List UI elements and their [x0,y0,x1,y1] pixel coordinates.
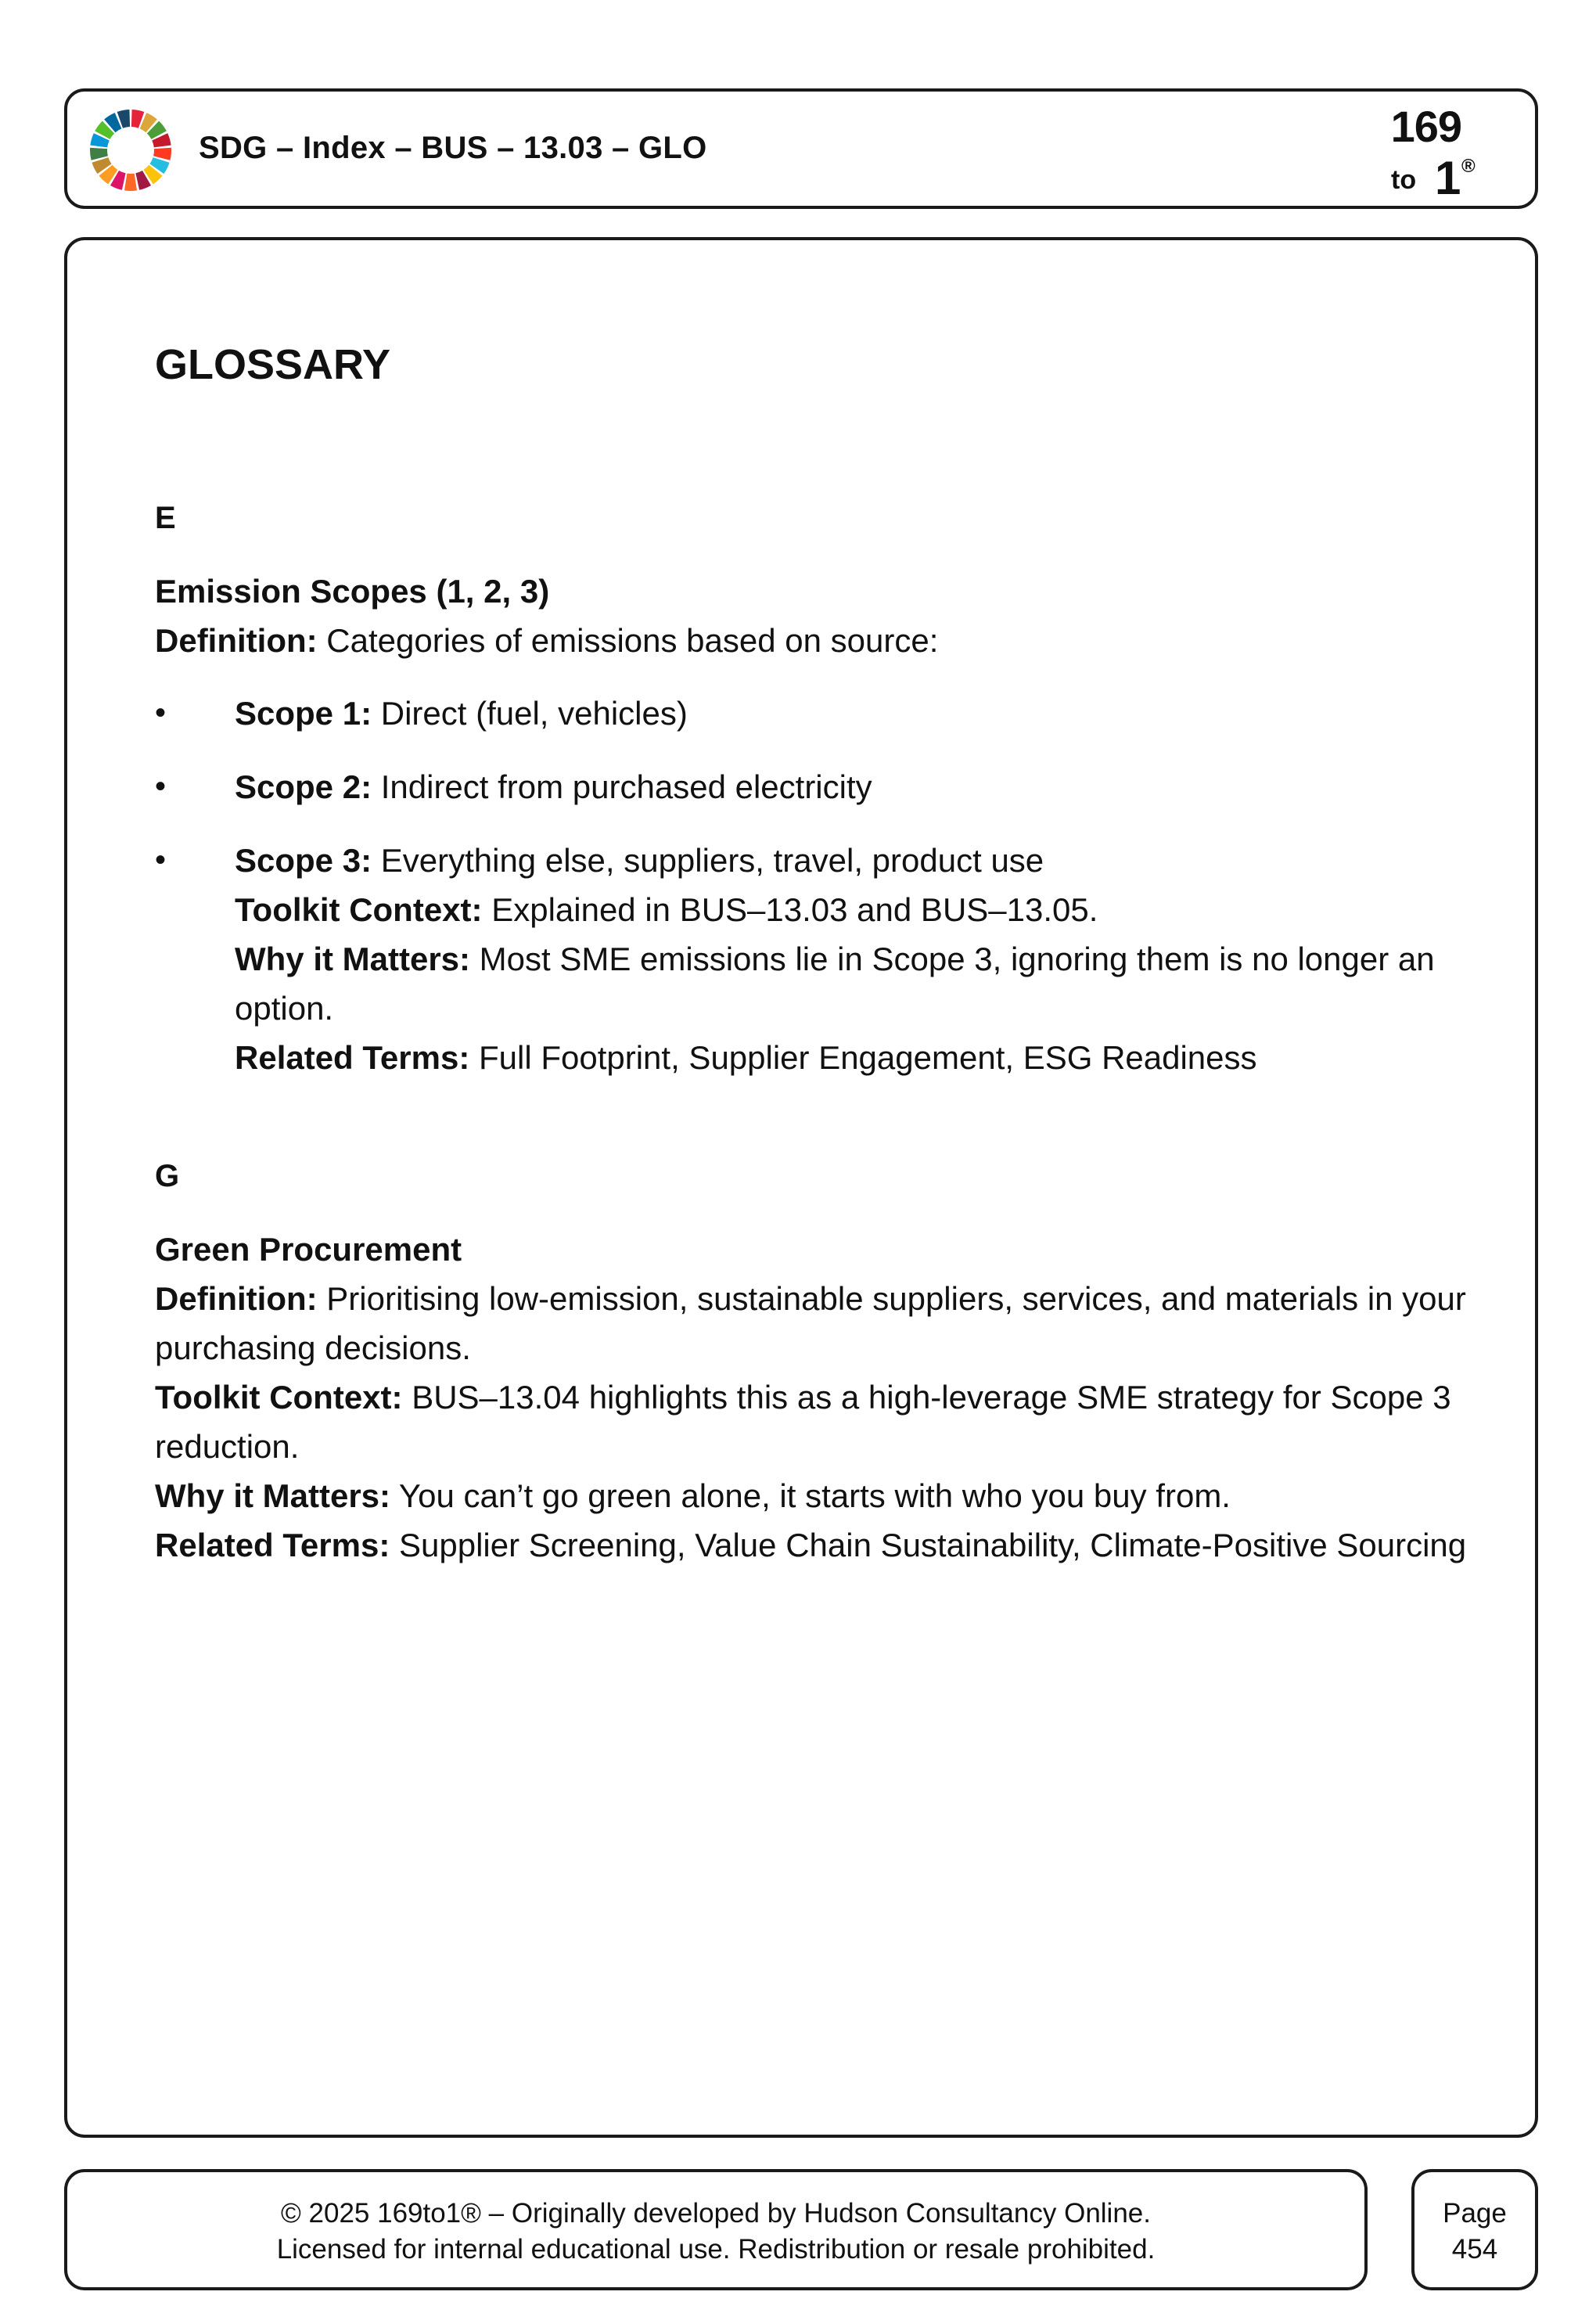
page-number: 454 [1451,2234,1498,2265]
bullet-text: Everything else, suppliers, travel, product use [372,842,1044,879]
related-label: Related Terms: [235,1039,470,1076]
brand-registered-mark: ® [1461,156,1476,177]
copyright-line: © 2025 169to1® – Originally developed by Hudson Consultancy Online. [281,2198,1151,2229]
brand-mark [1371,98,1488,207]
bullet-icon: • [155,843,167,877]
page-header [64,88,1538,209]
term-related-terms [155,1520,1469,1570]
definition-text: Prioritising low-emission, sustainable suppliers, services, and materials in your purchasing decisions. [155,1280,1466,1366]
why-label: Why it Matters: [155,1477,391,1514]
section-letter: E [155,501,176,535]
term-title: Emission Scopes (1, 2, 3) [155,573,550,610]
footer-copyright [64,2169,1368,2290]
page-number-box [1411,2169,1538,2290]
bullet-text: Indirect from purchased electricity [372,768,872,805]
sdg-wheel-logo [88,107,174,193]
term-toolkit-context [155,1372,1469,1471]
related-label: Related Terms: [155,1527,390,1563]
bullet-label: Scope 3: [235,842,372,879]
bullet-label: Scope 2: [235,768,372,805]
bullet-text: Direct (fuel, vehicles) [372,695,688,732]
why-text: You can’t go green alone, it starts with who you buy from. [390,1477,1231,1514]
glossary-section-g [155,1153,1469,1570]
list-item [155,689,1469,738]
term-why-it-matters [155,1471,1469,1520]
toolkit-text: Explained in BUS–13.03 and BUS–13.05. [482,891,1098,928]
document-code: SDG – Index – BUS – 13.03 – GLO [199,131,707,165]
toolkit-label: Toolkit Context: [235,891,483,928]
why-text: Most SME emissions lie in Scope 3, ignoring them is no longer an option. [235,941,1435,1027]
definition-text: Categories of emissions based on source: [317,622,939,659]
scope-list [155,689,1469,1082]
related-text: Supplier Screening, Value Chain Sustainability, Climate-Positive Sourcing [390,1527,1467,1563]
related-text: Full Footprint, Supplier Engagement, ESG Readiness [469,1039,1257,1076]
license-line: Licensed for internal educational use. Redistribution or resale prohibited. [276,2234,1156,2265]
term-definition [155,616,1469,665]
list-item [155,762,1469,811]
section-letter: G [155,1159,180,1193]
why-label: Why it Matters: [235,941,471,977]
list-item [155,836,1469,1082]
toolkit-text: BUS–13.04 highlights this as a high-leverage SME strategy for Scope 3 reduction. [155,1379,1451,1465]
term-definition [155,1274,1469,1372]
glossary-content [155,337,1469,1570]
brand-one: 1 [1435,152,1461,204]
toolkit-label: Toolkit Context: [155,1379,403,1416]
main-panel [64,237,1538,2138]
bullet-icon: • [155,769,167,804]
bullet-icon: • [155,696,167,730]
glossary-section-e [155,495,1469,1082]
page-title: GLOSSARY [155,341,391,388]
definition-label: Definition: [155,1280,318,1317]
brand-number: 169 [1390,102,1461,151]
definition-label: Definition: [155,622,318,659]
brand-to: to [1391,165,1417,195]
logo-segment [124,174,137,191]
page-label: Page [1443,2198,1507,2229]
term-title: Green Procurement [155,1231,462,1268]
bullet-label: Scope 1: [235,695,372,732]
